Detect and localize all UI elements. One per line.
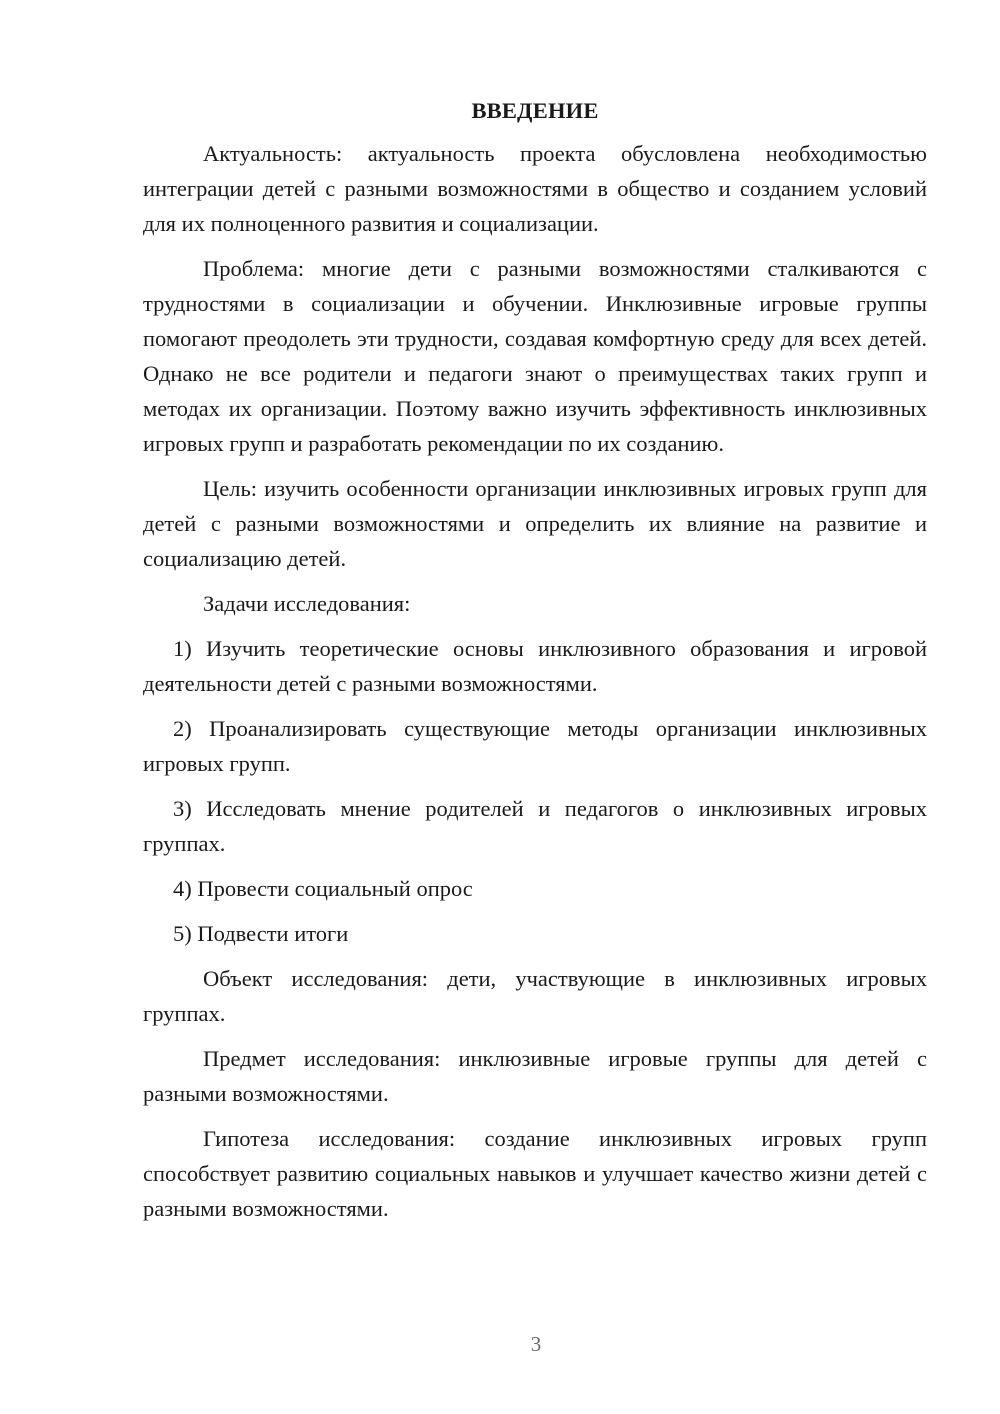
task-item-4: 4) Провести социальный опрос bbox=[173, 876, 473, 901]
tasks-heading: Задачи исследования: bbox=[203, 591, 411, 616]
document-body bbox=[143, 93, 927, 1236]
paragraph-relevance: Актуальность: актуальность проекта обусловлена необходимостью интеграции детей с разными возможностями в общество и созданием условий для их полноценного развития и социализации. bbox=[143, 141, 927, 236]
paragraph-object: Объект исследования: дети, участвующие в инклюзивных игровых группах. bbox=[143, 966, 927, 1026]
task-item-3: 3) Исследовать мнение родителей и педагогов о инклюзивных игровых группах. bbox=[143, 796, 927, 856]
task-item-2: 2) Проанализировать существующие методы организации инклюзивных игровых групп. bbox=[143, 716, 927, 776]
paragraph-hypothesis: Гипотеза исследования: создание инклюзивных игровых групп способствует развитию социальных навыков и улучшает качество жизни детей с разными возможностями. bbox=[143, 1126, 927, 1221]
task-item-1: 1) Изучить теоретические основы инклюзивного образования и игровой деятельности детей с разными возможностями. bbox=[143, 636, 927, 696]
task-item-5: 5) Подвести итоги bbox=[173, 921, 349, 946]
paragraph-subject: Предмет исследования: инклюзивные игровые группы для детей с разными возможностями. bbox=[143, 1046, 927, 1106]
paragraph-problem: Проблема: многие дети с разными возможностями сталкиваются с трудностями в социализации и обучении. Инклюзивные игровые группы помогают преодолеть эти трудности, создавая комфортную среду для всех детей. Однако не все родители и педагоги знают о преимуществах таких групп и методах их организации. Поэтому важно изучить эффективность инклюзивных игровых групп и разработать рекомендации по их созданию. bbox=[143, 256, 927, 456]
paragraph-goal: Цель: изучить особенности организации инклюзивных игровых групп для детей с разными возможностями и определить их влияние на развитие и социализацию детей. bbox=[143, 476, 927, 571]
page-number: 3 bbox=[530, 1332, 542, 1356]
page-title: ВВЕДЕНИЕ bbox=[471, 98, 599, 123]
